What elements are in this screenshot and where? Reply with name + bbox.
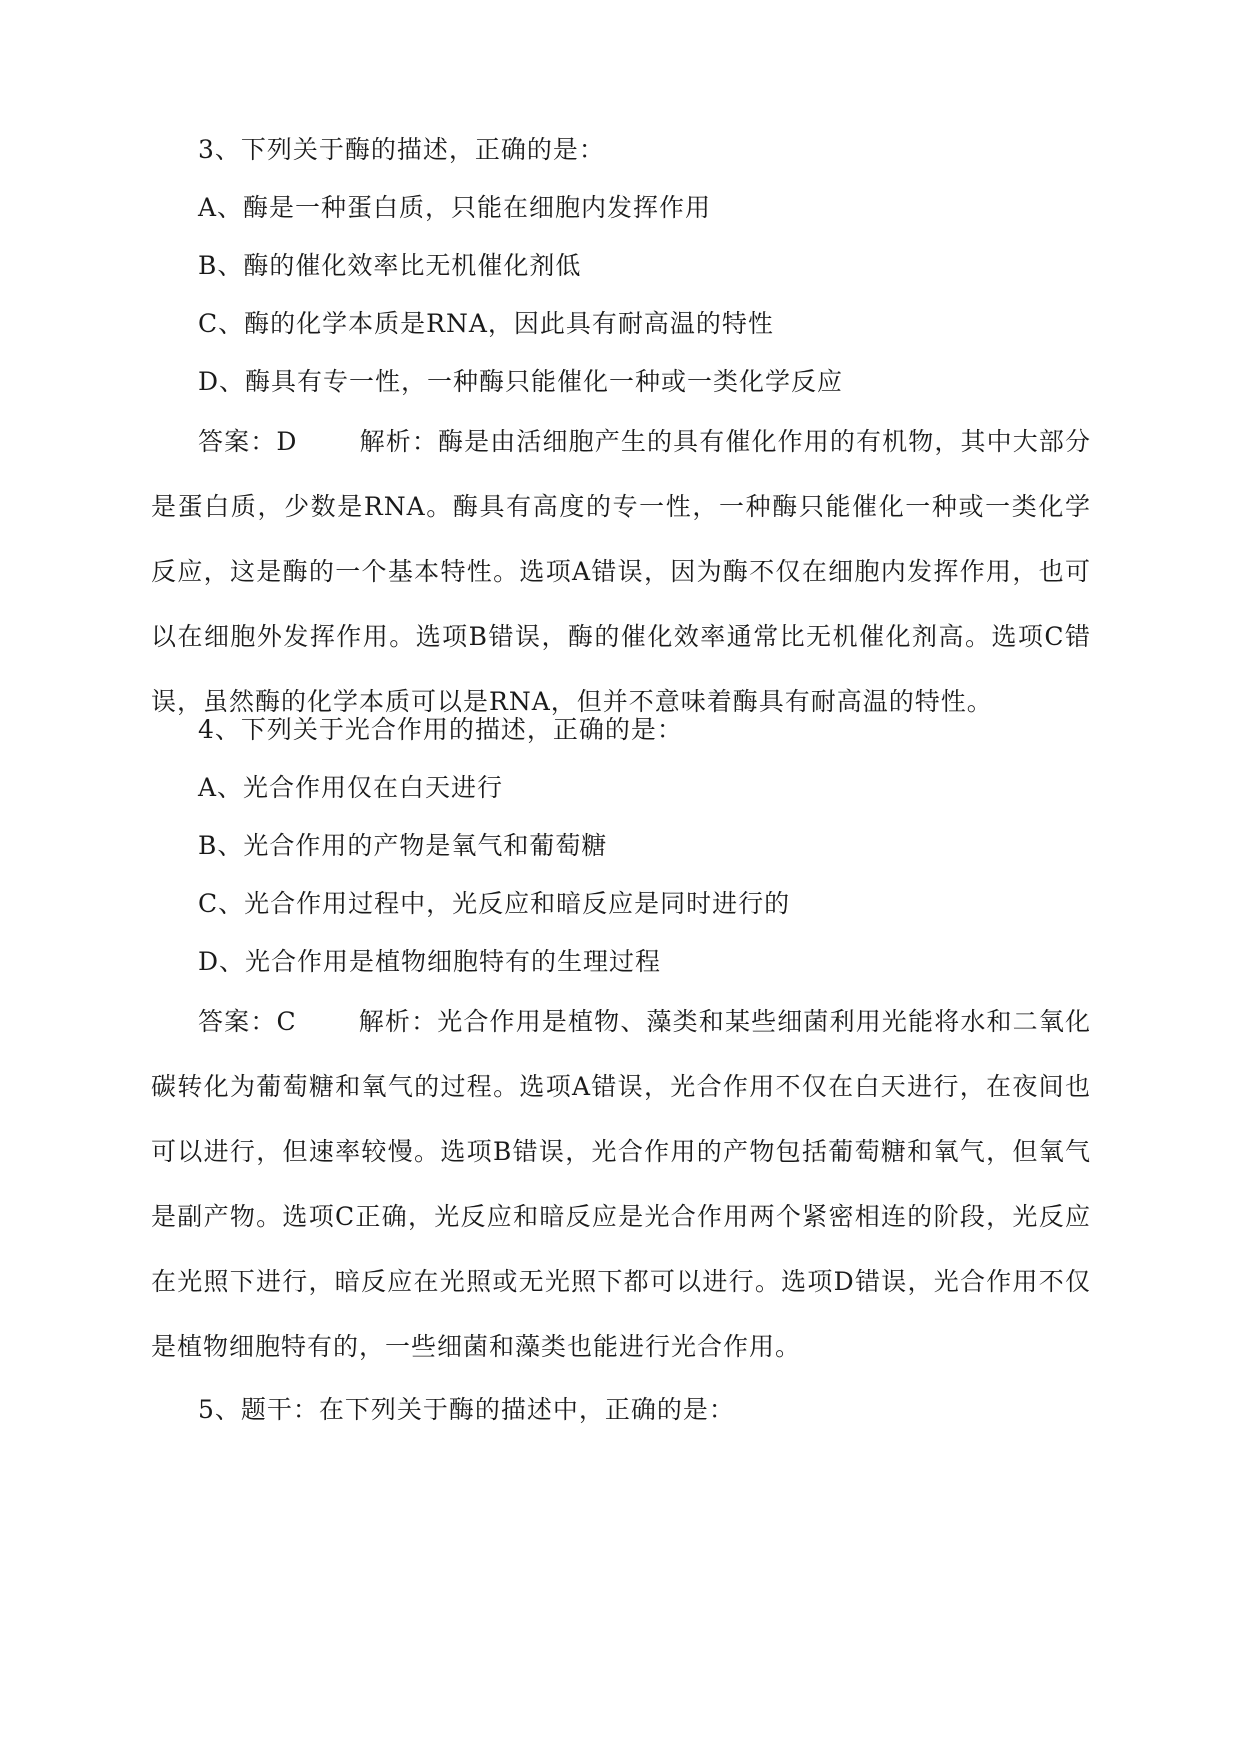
question-3-option-b: B、酶的催化效率比无机催化剂低 [198, 251, 582, 280]
question-3-option-c: C、酶的化学本质是RNA，因此具有耐高温的特性 [198, 309, 774, 338]
question-3-stem: 3、下列关于酶的描述，正确的是： [198, 135, 605, 164]
question-4-stem: 4、下列关于光合作用的描述，正确的是： [198, 715, 683, 744]
question-5-stem: 5、题干：在下列关于酶的描述中，正确的是： [198, 1395, 735, 1424]
question-4-option-c: C、光合作用过程中，光反应和暗反应是同时进行的 [198, 889, 791, 918]
question-3-option-d: D、酶具有专一性，一种酶只能催化一种或一类化学反应 [198, 367, 844, 396]
question-4-analysis: 解析：光合作用是植物、藻类和某些细菌利用光能将水和二氧化碳转化为葡萄糖和氧气的过程。选项A错误，光合作用不仅在白天进行，在夜间也可以进行，但速率较慢。选项B错误，光合作用的产物包括葡萄糖和氧气，但氧气是副产物。选项C正确，光反应和暗反应是光合作用两个紧密相连的阶段，光反应在光照下进行，暗反应在光照或无光照下都可以进行。选项D错误，光合作用不仅是植物细胞特有的，一些细菌和藻类也能进行光合作用。 [151, 1007, 1091, 1361]
question-3-answer-paragraph [151, 409, 1091, 734]
question-4-option-d: D、光合作用是植物细胞特有的生理过程 [198, 947, 662, 976]
question-4-option-b: B、光合作用的产物是氧气和葡萄糖 [198, 831, 608, 860]
question-3-analysis: 解析：酶是由活细胞产生的具有催化作用的有机物，其中大部分是蛋白质，少数是RNA。酶具有高度的专一性，一种酶只能催化一种或一类化学反应，这是酶的一个基本特性。选项A错误，因为酶不仅在细胞内发挥作用，也可以在细胞外发挥作用。选项B错误，酶的催化效率通常比无机催化剂高。选项C错误，虽然酶的化学本质可以是RNA，但并不意味着酶具有耐高温的特性。 [151, 427, 1091, 716]
question-3-answer: 答案：D [198, 427, 298, 456]
question-3-option-a: A、酶是一种蛋白质，只能在细胞内发挥作用 [198, 193, 712, 222]
question-4-option-a: A、光合作用仅在白天进行 [198, 773, 504, 802]
question-4-answer: 答案：C [198, 1007, 297, 1036]
question-4-answer-paragraph [151, 989, 1091, 1379]
